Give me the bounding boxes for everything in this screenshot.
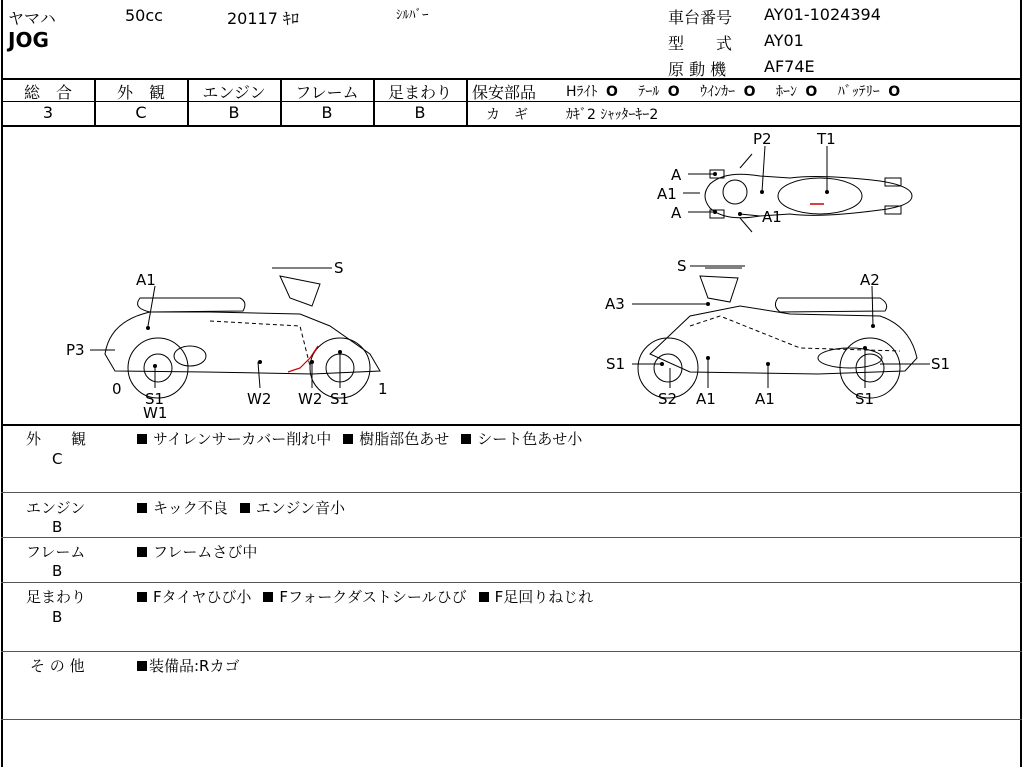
detail-grade-frame: B [52, 562, 63, 580]
safety-item-label: ﾃｰﾙ [638, 84, 660, 100]
maker: ヤマハ [8, 9, 56, 28]
detail-item: サイレンサーカバー削れ中 [153, 430, 332, 448]
safety-item-label: ﾊﾞｯﾃﾘｰ [837, 84, 880, 100]
detail-grade-suspension: B [52, 608, 63, 626]
detail-item: Fフォークダストシールひび [279, 588, 467, 606]
detail-item: エンジン音小 [255, 499, 345, 517]
detail-item: Fタイヤひび小 [153, 588, 252, 606]
details-rule [1, 719, 1022, 720]
detail-items-frame [137, 541, 269, 562]
label-right-S1-right: S1 [931, 355, 951, 373]
label-left-W1: W1 [143, 404, 168, 422]
detail-item: フレームさび中 [153, 543, 258, 561]
grade-label-suspension: 足まわり [387, 83, 452, 102]
model-name: JOG [8, 28, 49, 52]
safety-item-mark: O [743, 84, 756, 100]
label-left-A1: A1 [136, 271, 156, 289]
label-left-S1a: S1 [145, 390, 165, 408]
label-A-lower: A [671, 204, 682, 222]
details-rule [1, 582, 1022, 583]
label-left-W2a: W2 [247, 390, 272, 408]
grade-label-engine: エンジン [202, 83, 266, 102]
detail-items-exterior [137, 428, 594, 449]
label-right-A1a: A1 [696, 390, 716, 408]
label-A1-top-left: A1 [657, 185, 677, 203]
label-left-P3: P3 [66, 341, 85, 359]
detail-item: F足回りねじれ [494, 588, 594, 606]
label-P2: P2 [753, 130, 772, 148]
label-right-A2: A2 [860, 271, 880, 289]
grade-value-exterior: C [135, 103, 147, 122]
detail-label-engine: エンジン [26, 499, 86, 517]
label-left-W2b: W2 [298, 390, 323, 408]
lot-number: 20117 ｷﾛ [227, 9, 299, 28]
detail-item: キック不良 [153, 499, 228, 517]
label-T1: T1 [817, 130, 836, 148]
label-left-S1b: S1 [330, 390, 350, 408]
engine-value: AF74E [764, 57, 815, 76]
safety-item-label: ｳｲﾝｶｰ [700, 84, 736, 100]
engine-label: 原 動 機 [668, 60, 727, 79]
key-label: カ ギ [486, 107, 528, 123]
label-right-S1-left: S1 [606, 355, 626, 373]
label-right-A3: A3 [605, 295, 625, 313]
detail-items-suspension [137, 586, 605, 607]
label-right-S1-bottom: S1 [855, 390, 875, 408]
scooter-top-view [705, 154, 912, 232]
safety-items [566, 81, 900, 101]
detail-items-other [137, 655, 239, 676]
frame-no-label: 車台番号 [668, 8, 733, 27]
detail-item: 樹脂部色あせ [359, 430, 450, 448]
detail-grade-engine: B [52, 518, 63, 536]
grade-value-suspension: B [414, 103, 426, 122]
safety-item-mark: O [805, 84, 818, 100]
grade-label-exterior: 外 観 [116, 83, 165, 102]
label-right-S2: S2 [658, 390, 678, 408]
color-value: ｼﾙﾊﾞｰ [396, 8, 429, 23]
label-A-upper: A [671, 166, 682, 184]
label-left-S: S [334, 259, 344, 277]
safety-item-mark: O [605, 84, 618, 100]
type-label: 型 式 [668, 34, 733, 53]
details-rule [1, 651, 1022, 652]
grade-value-engine: B [228, 103, 240, 122]
detail-label-other: そ の 他 [30, 657, 85, 675]
detail-items-engine [137, 497, 357, 518]
detail-label-exterior: 外 観 [26, 430, 87, 448]
key-value: ｶｷﾞ2 ｼｬｯﾀｰｷｰ2 [566, 107, 659, 123]
safety-item-label: ﾎｰﾝ [775, 84, 797, 100]
label-A1-top-right: A1 [762, 208, 782, 226]
safety-title: 保安部品 [472, 83, 537, 102]
grade-value-frame: B [321, 103, 333, 122]
scooter-diagram [0, 126, 1024, 424]
safety-item-mark: O [667, 84, 680, 100]
grade-label-overall: 総 合 [23, 83, 72, 102]
details-top-rule [1, 424, 1022, 426]
safety-item-label: Hﾗｲﾄ [566, 84, 598, 100]
detail-item: 装備品:Rカゴ [149, 657, 240, 675]
grade-value-overall: 3 [42, 103, 54, 122]
details-rule [1, 492, 1022, 493]
detail-grade-exterior: C [52, 450, 63, 468]
detail-label-frame: フレーム [26, 543, 86, 561]
type-value: AY01 [764, 31, 804, 50]
details-rule [1, 537, 1022, 538]
frame-no-value: AY01-1024394 [764, 5, 881, 24]
grade-label-frame: フレーム [295, 83, 359, 102]
label-left-zero: 0 [112, 380, 122, 398]
safety-item-mark: O [888, 84, 901, 100]
label-left-one: 1 [378, 380, 388, 398]
displacement: 50cc [125, 6, 163, 25]
detail-item: シート色あせ小 [477, 430, 583, 448]
detail-label-suspension: 足まわり [26, 588, 87, 606]
label-right-S: S [677, 257, 687, 275]
grade-divider [466, 78, 468, 126]
label-right-A1b: A1 [755, 390, 775, 408]
